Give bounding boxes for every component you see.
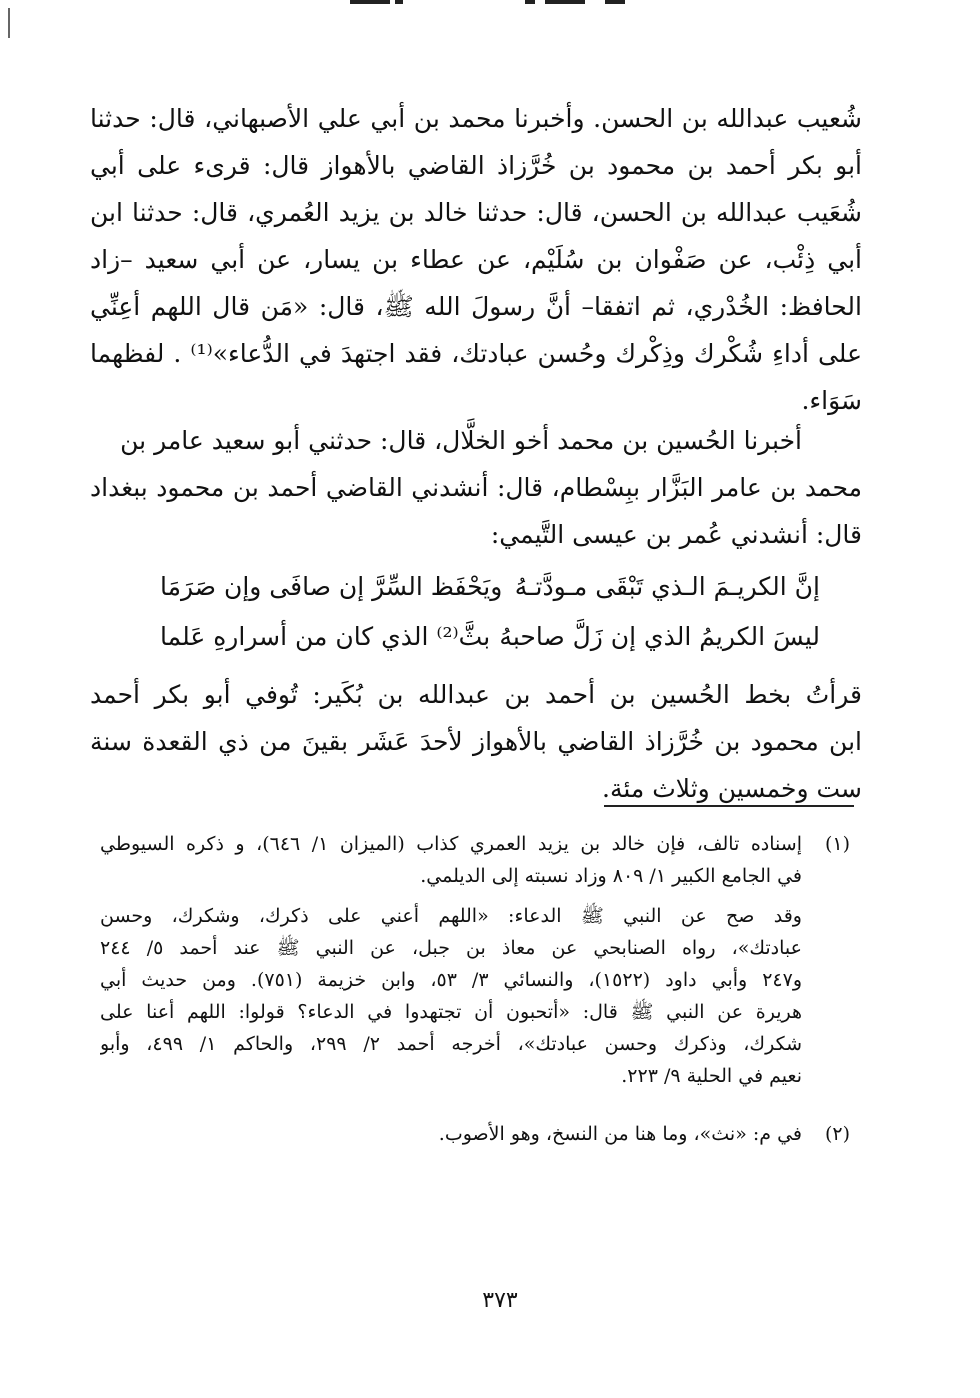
cropped-header-mark (350, 0, 390, 4)
page-number: ٣٧٣ (482, 1288, 518, 1313)
text-line: على أداءِ شُكْرك وذِكْرك وحُسن عبادتك، فقد اجتهدَ في الدُّعاء»⁽¹⁾ . لفظهما (90, 339, 862, 368)
footnote-line: عبادتك»، رواه الصنابحي عن معاذ بن جبل، عن النبي ﷺ عند أحمد ٥/ ٢٤٤ (100, 937, 802, 959)
text-line: ست وخمسين وثلاث مئة. (602, 774, 862, 803)
text-line: قرأتُ بخط الحُسين بن أحمد بن عبدالله بن بُكَير: تُوفي أبو بكر أحمد (90, 680, 862, 709)
text-line: شُعَيب عبدالله بن الحسن، قال: حدثنا خالد بن يزيد العُمري، قال: حدثنا ابن (90, 198, 862, 227)
verse-line (160, 563, 820, 611)
footnote-line: و٢٤٧ وأبي داود (١٥٢٢)، والنسائي ٣/ ٥٣، وابن خزيمة (٧٥١). ومن حديث أبي (100, 969, 802, 991)
verse-first-hemistich: إنَّ الكريـمَ الـذي تَبْقَى مـودَّتـهُ (514, 572, 820, 601)
cropped-header-mark (605, 0, 625, 4)
text-line: سَوَاء. (801, 386, 862, 415)
footnote-1-number: (١) (824, 833, 850, 855)
verse-first-hemistich: ليسَ الكريمُ الذي إن زَلَّ صاحبهُ (499, 622, 820, 651)
verse-line (160, 613, 820, 661)
footnote-separator (604, 805, 854, 807)
verse-second-hemistich: بثَّ⁽²⁾ الذي كان من أسرارهِ عَلما (160, 622, 491, 651)
footnote-line: في م: «نث»، وما هنا من النسخ، وهو الأصوب. (438, 1123, 802, 1145)
footnote-line: في الجامع الكبير ١/ ٨٠٩ وزاد نسبته إلى الديلمي. (420, 865, 802, 887)
text-line: شُعيب عبدالله بن الحسن. وأخبرنا محمد بن أبي علي الأصبهاني، قال: حدثنا (90, 104, 862, 133)
footnote-line: وقد صح عن النبي ﷺ الدعاء: «اللهم أعني على ذكرك، وشكرك، وحسن (100, 905, 802, 927)
text-line: ابن محمود بن خُرَّزاذ القاضي بالأهواز لأحدَ عَشَر بقينَ من ذي القعدة سنة (90, 727, 862, 756)
text-line: قال: أنشدني عُمر بن عيسى التَّيمي: (490, 520, 862, 549)
text-line: أخبرنا الحُسين بن محمد أخو الخلَّال، قال: حدثني أبو سعيد عامر بن (120, 426, 802, 455)
scan-edge-mark (8, 8, 10, 38)
text-line: أبو بكر أحمد بن محمود بن خُرَّزاذ القاضي بالأهواز قال: قرىء على أبي (90, 151, 862, 180)
footnote-line: شكرك، وذكرك وحسن عبادتك»، أخرجه أحمد ٢/ ٢٩٩، والحاكم ١/ ٤٩٩، وأبو (100, 1033, 802, 1055)
text-line: محمد بن عامر البَزَّار ببِسْطام، قال: أنشدني القاضي أحمد بن محمود ببغداد (90, 473, 862, 502)
cropped-header-mark (545, 0, 585, 4)
text-line: أبي ذِئْب، عن صَفْوان بن سُلَيْم، عن عطاء بن يسار، عن أبي سعيد –زاد (90, 245, 862, 274)
verse-second-hemistich: ويَحْفَظ السِّرَّ إن صافَى وإن صَرَمَا (160, 572, 503, 601)
footnote-line: إسناده تالف، فإن خالد بن يزيد العمري كذاب (الميزان ١/ ٦٤٦)، و ذكره السيوطي (100, 833, 802, 855)
footnote-line: هريرة عن النبي ﷺ قال: «أتحبون أن تجتهدوا في الدعاء؟ قولوا: اللهم أعنا على (100, 1001, 802, 1023)
footnote-2-number: (٢) (824, 1123, 850, 1145)
cropped-header-mark (525, 0, 535, 4)
text-line: الحافظ: الخُدْري، ثم اتفقا– أنَّ رسولَ الله ﷺ، قال: «مَن قال اللهم أعِنِّي (90, 292, 862, 321)
footnote-line: نعيم في الحلية ٩/ ٢٢٣. (621, 1065, 802, 1087)
cropped-header-mark (395, 0, 403, 4)
